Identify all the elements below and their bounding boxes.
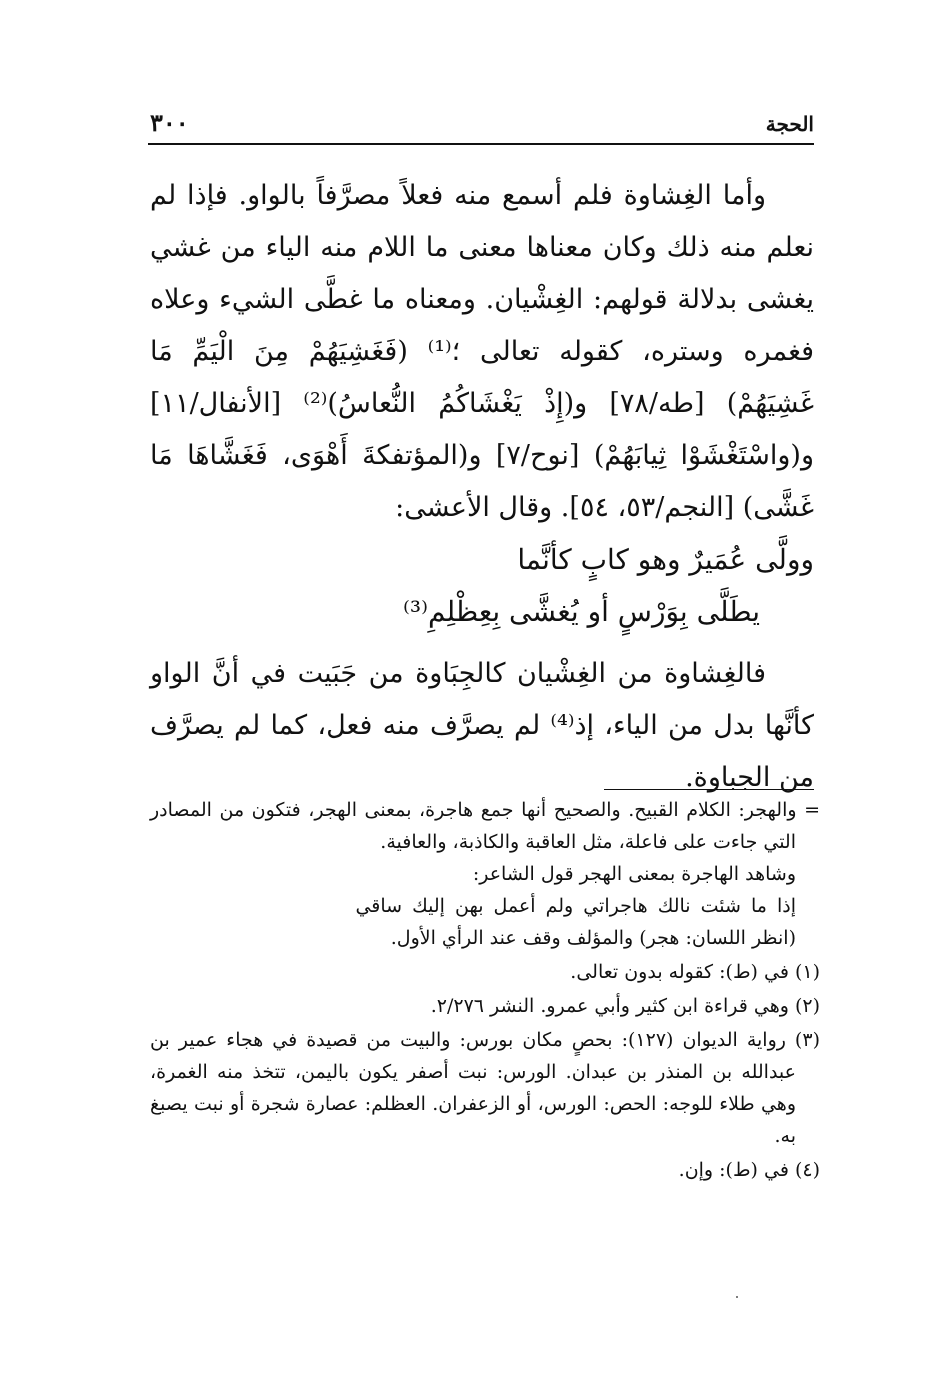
footnote-continued-1: = والهجر: الكلام القبيح. والصحيح أنها جمع هاجرة، بمعنى الهجر، فتكون من المصادر التي جاءت على فاعلة، مثل العاقبة والكاذبة، والعافية. — [150, 799, 820, 853]
footnotes — [150, 794, 820, 1186]
verse-line-1: وولَّى عُمَيرٌ وهو كابٍ كأنَّما — [517, 543, 814, 576]
verse-line-2: يطَلَّى بِوَرْسٍ أو يُغشَّى بِعِظْلِمِ⁽³⁾ — [402, 595, 760, 628]
page-header — [150, 108, 814, 140]
running-title: الحجة — [765, 112, 814, 136]
footnote-1: (١) في (ط): كقوله بدون تعالى. — [570, 961, 820, 983]
footnote-4: (٤) في (ط): وإن. — [678, 1159, 820, 1181]
footnote-rule — [604, 789, 814, 790]
main-text — [150, 170, 814, 804]
paragraph-2: فالغِشاوة من الغِشْيان كالجِبَاوة من جَبَيت في أنَّ الواو كأنَّها بدل من الياء، إذ⁽⁴⁾ لم يصرَّف منه فعل، كما لم يصرَّف من الجباوة. — [150, 658, 814, 793]
footnote-2: (٢) وهي قراءة ابن كثير وأبي عمرو. النشر ٢/٢٧٦. — [430, 995, 820, 1017]
scan-speck — [736, 1296, 738, 1298]
footnote-3: (٣) رواية الديوان (١٢٧): بحصٍ مكان بورس: والبيت من قصيدة في هجاء عمير بن عبدالله بن المنذر بن عبدان. الورس: نبت أصفر يكون باليمن، تتخذ منه الغمرة، وهي طلاء للوجه: الحص: الورس، أو الزعفران. العظلم: عصارة شجرة أو نبت يصبغ به. — [150, 1029, 820, 1147]
footnote-poem-line: إذا ما شئت نالك هاجراتي ولم أعمل بهن إليك ساقي — [355, 895, 796, 917]
footnote-continued-3: (انظر اللسان: هجر) والمؤلف وقف عند الرأي الأول. — [390, 927, 796, 949]
footnote-continued-2: وشاهد الهاجرة بمعنى الهجر قول الشاعر: — [472, 863, 796, 885]
paragraph-1: وأما الغِشاوة فلم أسمع منه فعلاً مصرَّفاً بالواو. فإذا لم نعلم منه ذلك وكان معناها معنى ما اللام منه الياء من غشي يغشى بدلالة قولهم: الغِشْيان. ومعناه ما غطَّى الشيء وعلاه فغمره وستره، كقوله تعالى ؛⁽¹⁾ (فَغَشِيَهُمْ مِنَ الْيَمِّ مَا غَشِيَهُمْ) [طه/٧٨] و(إِذْ يَغْشَاكُمُ النُّعاسُ)⁽²⁾ [الأنفال/١١] و(واسْتَغْشَوْا ثِيابَهُمْ) [نوح/٧] و(المؤتفكةَ أَهْوَى، فَغَشَّاهَا مَا غَشَّى) [النجم/٥٣، ٥٤]. وقال الأعشى: — [150, 180, 814, 523]
header-rule — [148, 143, 814, 145]
page-number: ٣٠٠ — [150, 108, 189, 137]
